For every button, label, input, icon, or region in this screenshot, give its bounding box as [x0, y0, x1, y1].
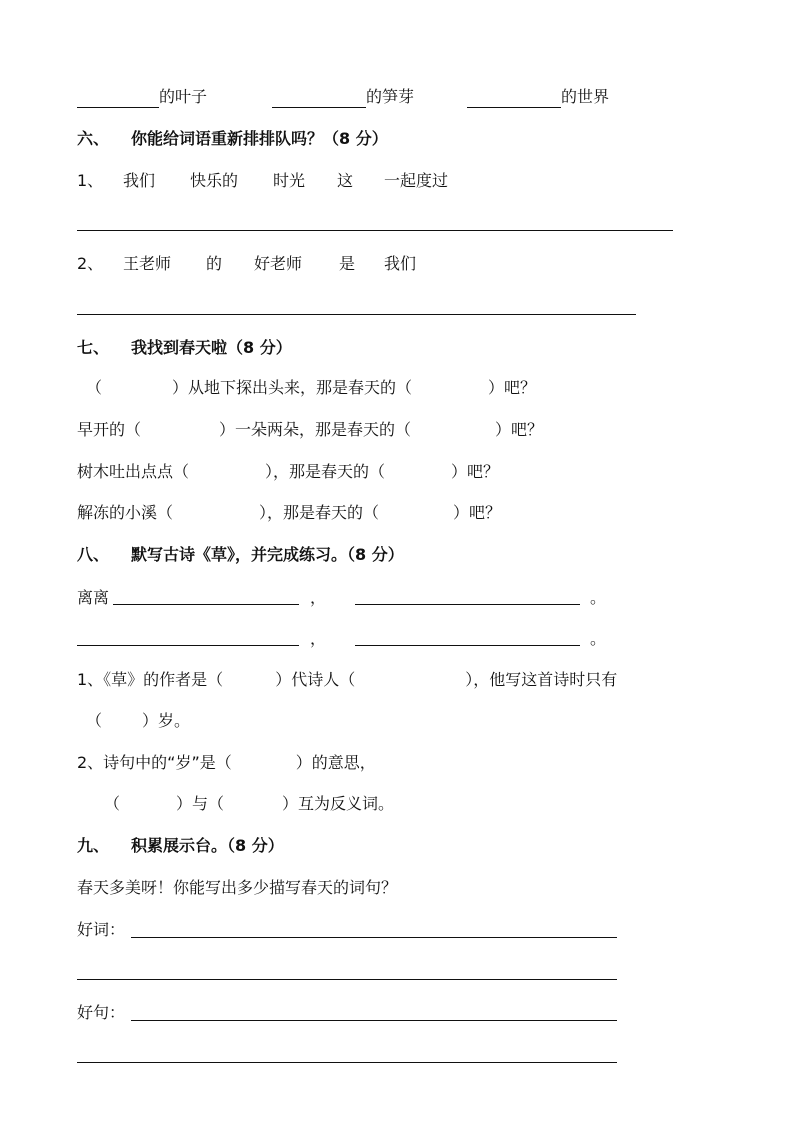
text-part: 解冻的小溪（	[77, 503, 174, 522]
poem-start: 离离	[77, 588, 110, 607]
poem-blank[interactable]	[113, 604, 299, 605]
poem-q1-cont	[86, 710, 190, 732]
spring-line-3	[77, 461, 499, 483]
section-title: 我找到春天啦（8 分）	[131, 338, 292, 357]
section-title: 你能给词语重新排排队吗？（8 分）	[131, 129, 388, 148]
text-part: ），那是春天的（	[259, 503, 380, 522]
text-part: ）吧？	[495, 420, 544, 439]
section-title: 默写古诗《草》，并完成练习。（8 分）	[131, 545, 404, 564]
section-9-heading	[77, 835, 284, 857]
word-card: 时光	[273, 171, 306, 190]
word-card: 一起度过	[384, 171, 449, 190]
top-fill-row	[467, 86, 609, 108]
poem-period: 。	[590, 629, 607, 648]
text-part: ）从地下探出头来，那是春天的（	[172, 378, 413, 397]
poem-blank[interactable]	[77, 645, 299, 646]
top-fill-row	[77, 86, 207, 108]
poem-comma: ，	[310, 588, 327, 607]
word-card: 的	[206, 254, 223, 273]
poem-q2-cont	[104, 793, 394, 815]
good-words-line[interactable]	[131, 937, 617, 938]
answer-line[interactable]	[77, 230, 673, 231]
text-part: ）互为反义词。	[282, 794, 395, 813]
text-part: ）岁。	[142, 711, 191, 730]
poem-comma: ，	[310, 629, 327, 648]
section-number: 八、	[77, 545, 110, 564]
section-title: 积累展示台。（8 分）	[131, 836, 284, 855]
text-part: ）一朵两朵，那是春天的（	[219, 420, 412, 439]
answer-line[interactable]	[77, 314, 636, 315]
poem-blank[interactable]	[355, 604, 580, 605]
text-part: ），那是春天的（	[265, 462, 386, 481]
word-card: 这	[337, 171, 354, 190]
section-number: 六、	[77, 129, 110, 148]
text-part: ）与（	[176, 794, 225, 813]
text-part: ）代诗人（	[275, 670, 356, 689]
text-part: 1、《草》的作者是（	[77, 670, 224, 689]
text-part: （	[86, 378, 103, 397]
good-sentences-label: 好句：	[77, 1003, 126, 1022]
poem-line-1	[77, 587, 109, 609]
word-card: 好老师	[254, 254, 303, 273]
good-sentences-line[interactable]	[131, 1020, 617, 1021]
spring-line-4	[77, 502, 501, 524]
text-part: （	[104, 794, 121, 813]
poem-period: 。	[590, 588, 607, 607]
text-part: ）吧？	[451, 462, 500, 481]
text-part: ），他写这首诗时只有	[465, 670, 618, 689]
reorder-q2	[77, 253, 417, 275]
phrase-world: 的世界	[561, 87, 610, 106]
accumulation-prompt: 春天多美呀！你能写出多少描写春天的词句？	[77, 878, 398, 897]
section-number: 七、	[77, 338, 110, 357]
poem-q1	[77, 669, 617, 691]
word-card: 快乐的	[190, 171, 239, 190]
word-card: 是	[339, 254, 356, 273]
text-part: ）的意思，	[295, 753, 376, 772]
answer-blank[interactable]	[77, 89, 159, 108]
section-6-heading	[77, 128, 388, 150]
section-number: 九、	[77, 836, 110, 855]
phrase-leaves: 的叶子	[159, 87, 208, 106]
poem-q2	[77, 752, 376, 774]
word-card: 我们	[384, 254, 417, 273]
section-7-heading	[77, 337, 292, 359]
word-card: 我们	[123, 171, 156, 190]
reorder-q1	[77, 170, 449, 192]
spring-line-2	[77, 419, 543, 441]
answer-blank[interactable]	[467, 89, 561, 108]
question-number: 1、	[77, 171, 104, 190]
spring-line-1	[86, 377, 536, 399]
answer-blank[interactable]	[272, 89, 366, 108]
good-sentences-line[interactable]	[77, 1062, 617, 1063]
text-part: （	[86, 711, 103, 730]
word-card: 王老师	[123, 254, 172, 273]
text-part: 树木吐出点点（	[77, 462, 190, 481]
good-words-label: 好词：	[77, 920, 126, 939]
text-part: ）吧？	[488, 378, 537, 397]
section-8-heading	[77, 544, 404, 566]
good-words-line[interactable]	[77, 979, 617, 980]
text-part: 早开的（	[77, 420, 142, 439]
poem-blank[interactable]	[355, 645, 580, 646]
top-fill-row	[272, 86, 414, 108]
text-part: 2、诗句中的“岁”是（	[77, 753, 232, 772]
phrase-shoots: 的笋芽	[366, 87, 415, 106]
question-number: 2、	[77, 254, 104, 273]
text-part: ）吧？	[453, 503, 502, 522]
